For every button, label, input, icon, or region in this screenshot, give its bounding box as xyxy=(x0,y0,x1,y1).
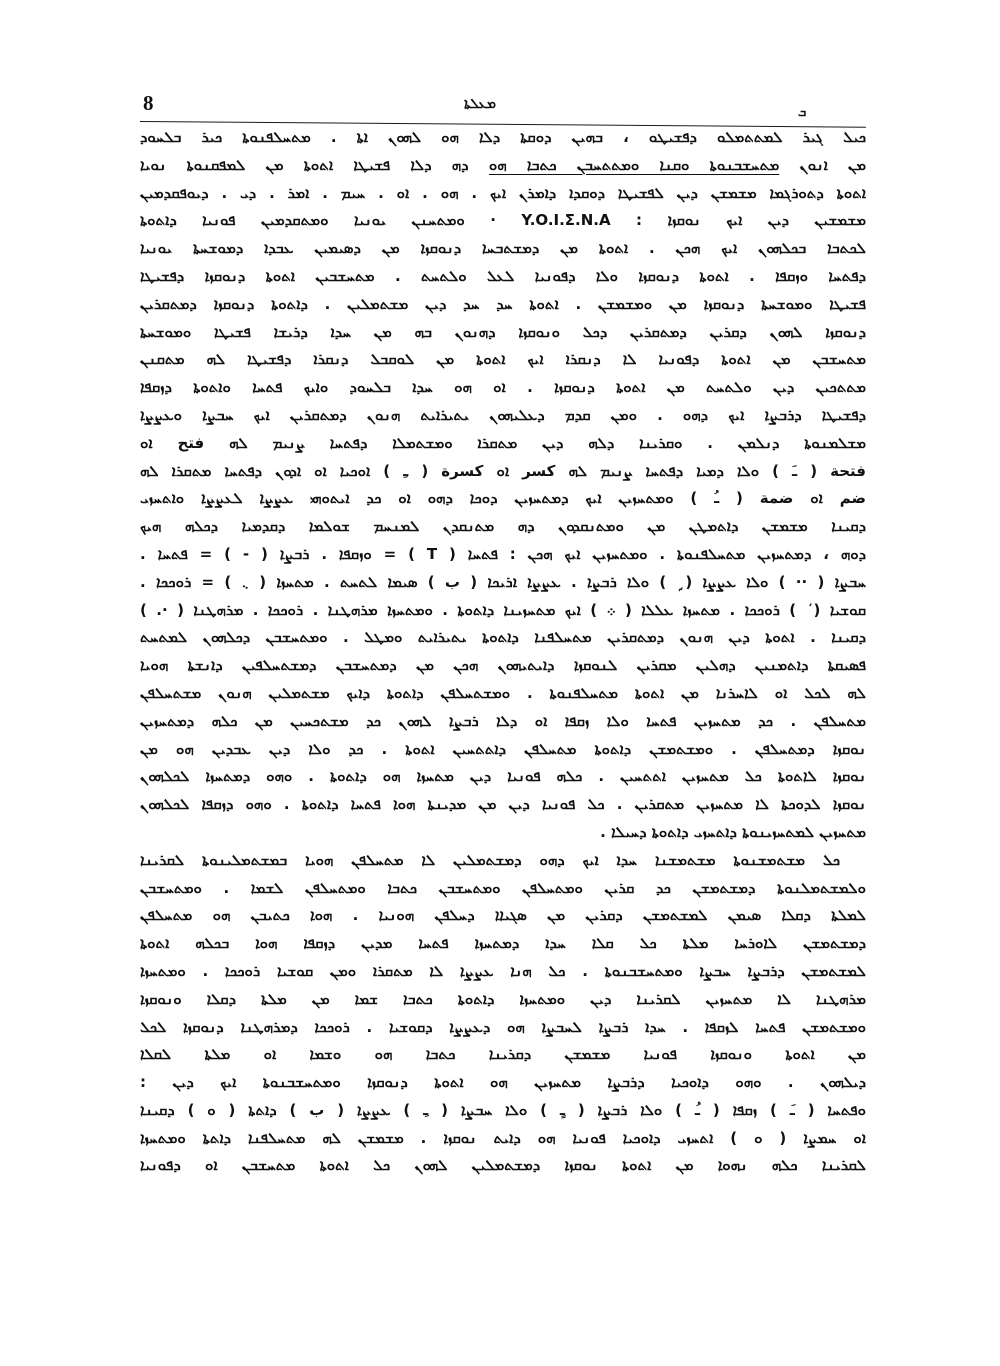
text-line: ܟܝܠ ܓܝܪ ܠܡܬܬܡܠܘ ܕܦܫܝܛܘ ، ܒܗܝܢ ܕܘܩܬܐ ܕܠܐ ܗܘ ܠܗܘܢ ܐܬܐ . ܡܬܚܠܦܢܘܬܐ ܟܝܪ ܒܠܚܘܕ xyxy=(140,128,866,146)
text-line: ܡܬܚܠܦܢ . ܟܕ ܡܬܚܙܝܢ ܦܬܚܐ ܘܠܐ ܙܩܦܐ ܐܘ ܕܠܐ ܪܒܨܐ ܠܗܘܢ ܟܕ ܡܫܬܟܚܝܢ ܡܢ ܟܠܗ ܕܡܬܚܙܝܢ xyxy=(140,711,866,730)
text-line: ܢܘܩܙܐ ܠܐܬܘܬܐ ܟܠ ܡܬܚܙܝܢ ܐܬܬܚܝܢ . ܟܠܗ ܦܘܢܝܐ ܕܝܢ ܡܬܚܙܐ ܗܘ ܕܐܬܘܬܐ . ܘܗܘ ܕܡܬܚܙܐ ܠܟܠܗܘܢ xyxy=(140,767,866,786)
signature-mark: ܒ xyxy=(798,105,807,119)
text-line-greek-vowels: ܡܫܡܫܝܢ ܕܝܢ ܐܝܟ ܢܘܩܙܐ : Y.O.I.Σ.N.A · ܘܡܬܚܢܢ ܝܘܢܝܐ ܘܡܬܩܕܡܝܢ ܦܘܢܝܐ ܕܐܬܘܬܐ xyxy=(140,211,866,230)
running-head: ܡܥܠܬܐ xyxy=(463,96,497,112)
text-line: ܕܡܫܬܡܫܢ ܠܐܘܪܚܐ ܡܠܬܐ ܟܠ ܩܠܐ ܚܕܐ ܕܡܬܚܙܐ ܦܬܚܐ ܡܕܝܢ ܕܙܩܦܐ ܗܘܐ ܒܟܠܗ ܐܬܘܬܐ xyxy=(140,934,866,953)
text-segment: ܡܢ ܐܢܘܢ xyxy=(799,155,866,174)
text-line-arabic-terms: ضم ܐܘ ضمة ( ـُ ) ܘܡܬܚܙܝܢ ܐܝܟ ܕܡܬܚܙܝܢ ܕܘܟܐ ܕܗܘ ܐܘ ܟܕ ܐܝܬܘܗܝ ܥܨܨܐ ܠܥܨܨܐ ܘܐܬܚܙܝ xyxy=(140,489,866,508)
text-line: ܕܝܠܗܘܢ . ܘܗܘ ܕܐܘܟܝܐ ܕܪܒܨܐ ܡܬܚܙܝܢ ܗܘ ܐܬܘܬܐ ܕܢܘܩܙܐ ܘܡܬܚܫܒܢܘܬܐ ܐܝܟ ܕܝܢ : xyxy=(140,1073,866,1092)
text-line: ܕܩܝܢܐ . ܐܬܘܬܐ ܕܝܢ ܗܢܘܢ ܕܡܬܩܪܝܢ ܡܬܚܠܦܢܐ ܕܐܬܘܬܐ ܝܬܝܪܐܝܬ ܘܡܛܠ . ܘܡܬܚܫܒܢ ܕܟܠܗܘܢ ܠܡܬܚܬ xyxy=(140,628,866,647)
text-line-arabic-terms: ܡܫܠܡܢܘܬܐ ܕܢܠܡܢ . ܘܩܪܝܢܐ ܕܠܗ ܕܝܢ ܡܬܩܪܐ ܘܡܫܬܡܠܐ ܕܦܬܚܐ ܨܢܝܡ ܠܗ فتح ܐܘ xyxy=(140,433,866,452)
text-line: ܠܡܫܬܡܫܢ ܕܪܒܨܐ ܚܒܨܐ ܘܡܬܚܫܒܢܘܬܐ . ܟܠ ܗܢܐ ܥܨܨܐ ܠܐ ܡܬܩܪܐ ܘܡܢ ܩܘܫܝܐ ܪܘܟܟܐ . ܘܡܬܚܙܐ xyxy=(140,961,866,980)
text-line-vowel-signs: ܚܒܨܐ ( ·· ) ܘܠܐ ܥܨܨܐ ( ܹ ) ܘܠܐ ܪܒܨܐ . ܥܨܨܐ ܐܪܝܟܐ ( ب ) ܣܝܡܐ ܠܬܚܬ . ܡܬܚܙܐ ( ܆ ) = ܪܘܟܟܐ . xyxy=(140,572,866,591)
text-line: ܠܗ ܠܟܠ ܐܘ ܠܐܚܪܢܐ ܡܢ ܐܬܘܬܐ ܡܬܚܠܦܢܘܬܐ . ܘܡܫܬܚܠܦܢ ܕܐܬܘܬܐ ܕܐܝܟ ܡܫܬܡܠܝܢ ܗܢܘܢ ܡܫܬܚܠܦܢ xyxy=(140,683,866,702)
text-line-arabic-terms: فتحة ( ـَ ) ܘܠܐ ܕܡܝܐ ܕܦܬܚܐ ܨܢܝܡ ܠܗ كسر ܐܘ كسرة ( ـِ ) ܐܘܟܝܐ ܐܘ ܐܕܘܢ ܕܦܬܚܐ ܡܬܩܪܐ ܠܗ xyxy=(140,461,866,480)
text-line-underlined xyxy=(140,152,866,180)
text-line: ܢܘܩܙܐ ܠܕܘܟܬܐ ܠܐ ܡܬܚܙܝܢ ܡܬܩܪܝܢ . ܟܠ ܦܘܢܝܐ ܕܝܢ ܡܢ ܡܕܝܢܬܐ ܗܘܐ ܦܬܚܐ ܕܐܬܘܬܐ . ܘܗܘ ܕܙܩܦܐ ܠܟܠܗܘܢ xyxy=(140,795,866,814)
text-line-vowel-signs: ܕܘܗ ، ܕܡܬܚܙܝܢ ܡܬܚܠܦܢܘܬܐ . ܘܡܬܚܙܝܢ ܐܝܟ ܗܟܢ : ܦܬܚܐ ( T ) = ܘܙܩܦܐ . ܪܒܨܐ ( - ) = ܦܬܚܐ . xyxy=(140,544,866,563)
text-line: ܦܫܝܛܐ ܘܡܘܫܚܬܐ ܕܢܘܩܙܐ ܡܢ ܘܡܫܡܫܢ . ܐܬܘܬܐ ܚܕ ܚܕ ܕܝܢ ܡܫܬܡܠܝܢ . ܕܐܬܘܬܐ ܕܢܘܩܙܐ ܕܡܬܩܪܝܢ xyxy=(140,294,866,313)
underlined-text: ܡܬܚܫܒܢܘܬܐ ܘܩܢܐ ܘܡܬܬܚܒܢ ܟܬܒܐ ܗܘ xyxy=(488,155,780,174)
text-line: ܐܘ ܚܡܨܐ ( ܘ ) ܐܬܚܙܝ ܕܐܘܟܝܐ ܦܘܢܝܐ ܗܘ ܕܐܝܬ ܢܘܩܙܐ . ܡܫܡܫܢ ܠܗ ܡܬܚܠܦܢܐ ܕܐܬܬܐ ܘܡܬܚܙܐ xyxy=(140,1128,866,1147)
text-line: ܘܠܡܫܬܡܠܢܘܬܐ ܕܡܫܬܡܫܢ ܟܕ ܩܪܝܢ ܘܡܬܚܠܦܢ ܘܡܬܚܫܒܢ ܟܬܒܐ ܘܡܬܚܠܦܢ ܠܫܡܐ . ܘܡܬܚܫܒܢ xyxy=(140,878,866,897)
text-line: ܠܩܪܝܢܐ ܟܠܗ ܢܗܘܐ ܡܢ ܐܬܘܬܐ ܢܘܩܙܐ ܕܡܫܬܡܠܝܢ ܠܗܘܢ ܟܠ ܐܬܘܬܐ ܡܬܚܫܒܢ ܐܘ ܕܦܘܢܝܐ xyxy=(140,1156,866,1175)
text-line: ܐܬܘܬܐ ܕܬܘܪܓܡܐ ܡܫܡܫܢ ܕܝܢ ܠܦܫܝܛܐ ܕܘܩܕܐ ܕܐܡܪܢ ܐܝܟ . ܗܘ . ܐܘ . ܚܝܡ . ܐܡܪ . ܕܝ . ܕܝܘܦܩܕܡܝܢ xyxy=(140,183,866,202)
paragraph-start-line: ܟܠ ܡܫܬܡܫܢܘܬܐ ܡܫܬܡܫܢܐ ܚܕܐ ܐܝܟ ܕܗܘ ܕܡܫܬܡܠܝܢ ܠܐ ܡܬܚܠܦܢ ܗܘܝܐ ܒܡܫܬܡܠܝܢܘܬܐ ܠܩܪܝܢܐ xyxy=(140,850,840,869)
text-line: ܡܢ ܐܬܘܬܐ ܘܢܘܩܙܐ ܦܘܢܝܐ ܡܫܡܫܢ ܕܩܪܝܢܐ ܟܬܒܐ ܗܘ ܘܫܡܐ ܐܘ ܡܠܬܐ ܠܩܠܐ xyxy=(140,1045,866,1064)
text-line: ܡܪܗܛܢܐ ܠܐ ܡܬܚܙܝܢ ܠܩܪܝܢܐ ܕܝܢ ܘܡܬܚܙܐ ܕܐܬܘܬܐ ܟܬܒܐ ܫܡܐ ܡܢ ܡܠܬܐ ܕܩܠܐ ܘܢܘܩܙܐ xyxy=(140,989,866,1008)
text-line: ܢܘܩܙܐ ܕܡܬܚܠܦܢ . ܘܡܫܬܡܫܢ ܕܐܬܘܬܐ ܡܬܚܠܦܢ ܕܐܬܬܚܝܢ ܐܬܘܬܐ . ܟܕ ܘܠܐ ܕܝܢ ܥܒܕܝܢ ܗܘ ܡܢ xyxy=(140,739,866,758)
paragraph-end-line: ܡܬܚܙܝܢ ܠܡܬܚܙܝܢܘܬܐ ܕܐܬܚܙܝ ܕܐܬܘܬܐ ܕܚܝܠܐ . xyxy=(600,822,866,841)
text-line: ܕܩܝܢܐ ܡܫܡܫܢ ܕܐܬܡܛܢ ܡܢ ܘܡܬܢܩܕܘܢ ܕܗ ܡܬܢܩܕܢ ܠܡܢܚܡ ܫܘܠܡܐ ܕܩܕܡܝܐ ܕܟܠܗ ܗܝܟ xyxy=(140,517,866,536)
text-line: ܕܦܬܚܐ ܘܙܩܦܐ . ܐܬܘܬܐ ܕܢܘܩܙܐ ܘܠܐ ܕܦܘܢܝܐ ܠܥܠ ܘܠܬܚܬ . ܡܬܚܫܒܝܢ ܐܬܘܬܐ ܕܢܘܩܙܐ ܕܦܫܝܛܐ xyxy=(140,266,866,285)
text-line: ܘܡܫܬܡܫܢ ܦܬܚܐ ܠܙܩܦܐ . ܚܕܐ ܪܒܨܐ ܠܚܒܨܐ ܗܘ ܕܥܨܨܐ ܕܩܘܫܝܐ . ܪܘܟܟܐ ܕܡܪܗܛܢܐ ܕܢܘܩܙܐ ܠܟܠ xyxy=(140,1017,866,1036)
text-segment: ܕܗ ܕܠܐ ܦܫܝܛܐ ܐܬܘܬܐ ܡܢ ܠܡܦܩܢܘܬܐ ܢܘܝܐ xyxy=(140,155,469,174)
text-line-vowel-signs: ܘܦܬܚܐ ( ـَ ) ܙܩܦܐ ( ـُ ) ܘܠܐ ܪܒܨܐ ( ـٍ ) ܘܠܐ ܚܒܨܐ ( ـِ ) ܥܨܨܐ ( ب ) ܕܐܬܬܐ ( ܘ ) ܕܩܝܢܐ xyxy=(140,1100,866,1119)
page-number: 8 xyxy=(143,91,154,115)
text-line: ܡܬܚܫܒܢ ܡܢ ܐܬܘܬܐ ܕܦܘܢܝܐ ܠܐ ܕܢܩܪܐ ܐܝܟ ܐܬܘܬܐ ܡܢ ܠܘܩܒܠ ܕܢܩܪܐ ܕܦܫܝܛܐ ܠܗ ܡܬܩܢܢ xyxy=(140,350,866,369)
text-line: ܕܦܫܝܛܐ ܕܪܒܨܐ ܐܝܟ ܕܗܘ . ܘܡܢ ܩܕܡ ܕܥܠܝܗܘܢ ܝܬܝܪܐܝܬ ܗܢܘܢ ܕܡܬܩܪܝܢ ܐܝܟ ܚܒܨܐ ܘܥܨܨܐ xyxy=(140,405,866,424)
text-line: ܡܬܬܟܝܢ ܕܝܢ ܘܠܬܚܬ ܡܢ ܐܬܘܬܐ ܕܢܘܩܙܐ . ܐܘ ܗܘ ܚܕܐ ܒܠܚܘܕ ܘܐܝܟ ܦܬܚܐ ܘܐܬܘܬܐ ܕܙܩܦܐ xyxy=(140,378,866,397)
text-line-vowel-signs: ܩܘܫܝܐ ( ܿ ) ܪܘܟܟܐ . ܡܬܚܙܐ ܥܠܠܐ ( ܀ ) ܐܝܟ ܡܬܚܙܝܢܐ ܕܐܬܘܬܐ . ܘܡܬܚܙܐ ܡܪܗܛܢܐ . ܪܘܟܟܐ . ܡܪܗܛܢܐ ( ·. ) xyxy=(140,600,866,619)
page-body xyxy=(140,124,866,1180)
text-line: ܠܟܬܒܐ ܒܟܠܗܘܢ ܐܝܟ ܗܟܢ . ܐܬܘܬܐ ܡܢ ܕܡܫܬܒܚܐ ܕܢܘܩܙܐ ܡܢ ܕܣܝܡܝܢ ܥܒܕܐ ܕܡܘܫܚܬܐ ܝܘܢܝܐ xyxy=(140,239,866,258)
text-line: ܠܡܠܬܐ ܕܩܠܐ ܣܝܡܢ ܠܡܫܬܡܫܢ ܕܩܪܝܢ ܡܢ ܣܓܝܐܐ ܕܚܠܦܢ ܗܘܢܝܐ . ܗܘܐ ܟܬܝܒܢ ܗܘ ܡܬܚܠܦܢ xyxy=(140,906,866,925)
text-line: ܦܣܝܩܬܐ ܕܐܬܡܢܝܢ ܕܗܠܝܢ ܡܩܪܝܢ ܠܢܘܩܙܐ ܕܐܝܬܝܗܘܢ ܗܟܢ ܡܢ ܕܡܬܚܫܒܢ ܕܡܫܬܚܠܦܝܢ ܕܐܢܫܬܐ ܗܘܝܐ xyxy=(140,656,866,675)
text-line: ܕܢܘܩܙܐ ܠܗܘܢ ܕܩܪܝܢ ܕܡܬܩܪܝܢ ܕܟܠ ܘܢܘܩܙܐ ܕܗܢܘܢ ܒܗ ܡܢ ܚܕܐ ܕܪܝܫܐ ܦܫܝܛܐ ܘܡܘܫܚܬܐ xyxy=(140,322,866,341)
